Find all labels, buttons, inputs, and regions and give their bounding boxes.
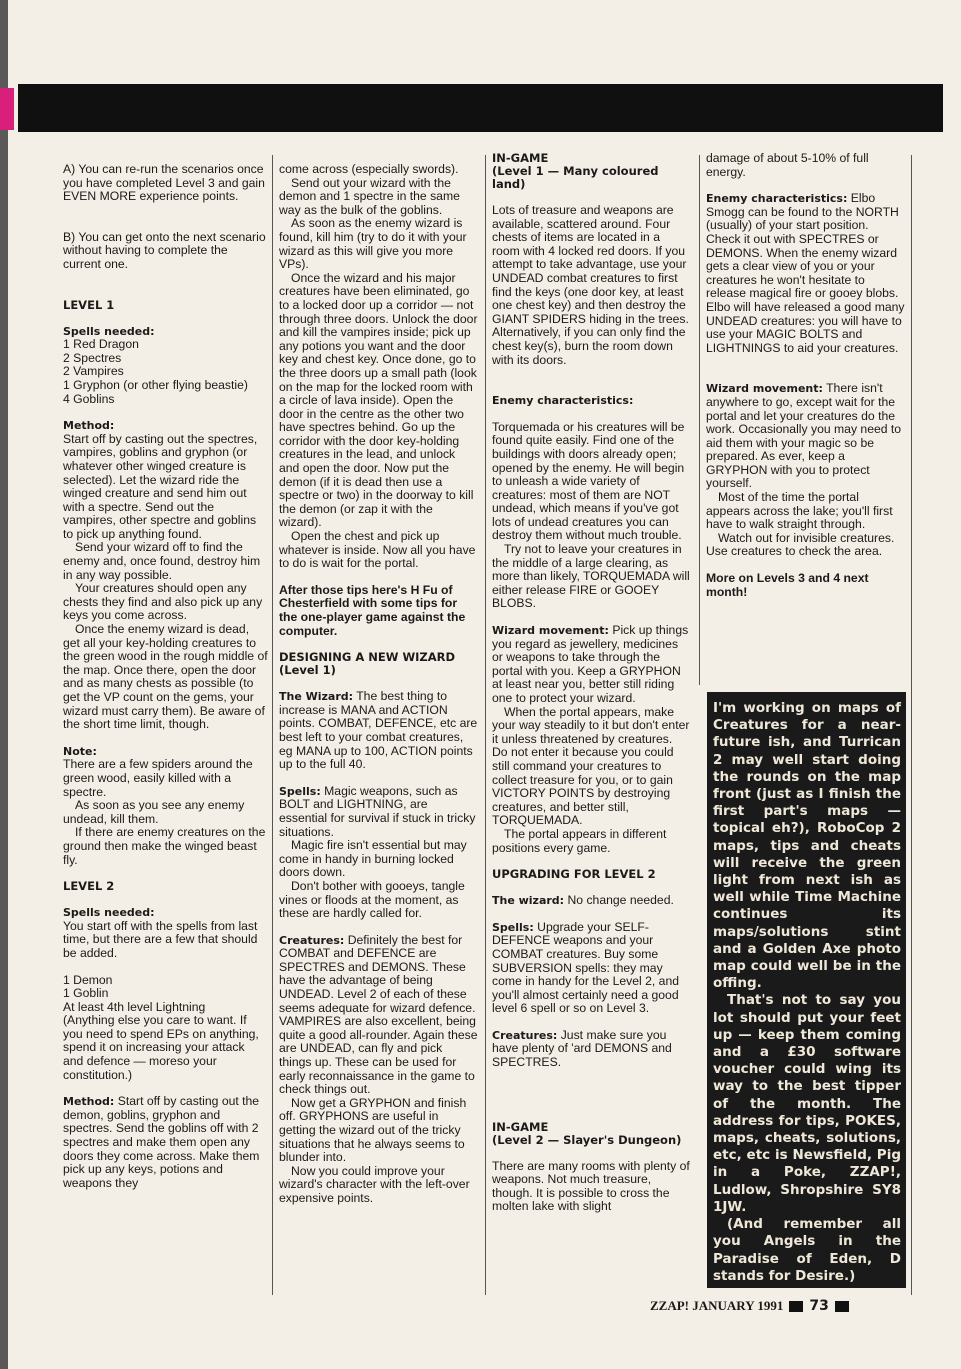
column-rule bbox=[485, 155, 486, 1295]
enemy-text: Elbo Smogg can be found to the NORTH (usually) of your start position. Check it out with SPECTRES or DEMONS. When the enemy wizard gets a clear view of you or your creatures he won't hesitate to release magical fire or gooey blobs. Elbo will have released a good many UNDEAD creatures: you will have to use your MAGIC BOLTS and LIGHTNINGS to aid your creatures. bbox=[706, 191, 905, 355]
paragraph: damage of about 5-10% of full energy. bbox=[706, 151, 869, 179]
method-paragraph: Send your wizard off to find the enemy and, once found, destroy him in any way possible. bbox=[63, 540, 261, 582]
movement-label: Wizard movement: bbox=[706, 382, 823, 396]
note-paragraph: If there are enemy creatures on the ground then make the winged beast fly. bbox=[63, 825, 266, 867]
spells-paragraph: Don't bother with gooeys, tangle vines or floods at the moment, as these are hardly called for. bbox=[279, 878, 465, 921]
masthead: ZZAP! JANUARY 1991 bbox=[650, 1298, 784, 1313]
column-rule bbox=[272, 155, 273, 1295]
spells-text: Upgrade your SELF-DEFENCE weapons and your COMBAT creatures. Buy some SUBVERSION spells: they may come in handy for the Level 2, and you'll almost certainly need a good level 6 spell or so on Level 3. bbox=[492, 919, 679, 1016]
column-1 bbox=[63, 163, 268, 1190]
level1-spells bbox=[63, 325, 268, 407]
upgrade-heading: UPGRADING FOR LEVEL 2 bbox=[492, 867, 656, 882]
upgrade-creatures bbox=[492, 1029, 691, 1070]
page-number: 73 bbox=[809, 1298, 829, 1314]
note-paragraph: There are a few spiders around the green wood, easily killed with a spectre. bbox=[63, 757, 253, 799]
method-paragraph: Your creatures should open any chests they find and also pick up any keys you come across. bbox=[63, 581, 263, 623]
level2-heading: LEVEL 2 bbox=[63, 879, 115, 894]
square-bullet-icon bbox=[835, 1301, 849, 1312]
enemy-paragraph: Try not to leave your creatures in the middle of a large clearing, as more than likely, TORQUEMADA will either release FIRE or GOOEY BLOBS. bbox=[492, 542, 690, 611]
creatures-label: Creatures: bbox=[279, 933, 345, 947]
level1-method bbox=[63, 419, 268, 732]
spell-item: 2 Spectres bbox=[63, 350, 122, 365]
paragraph: come across (especially swords). bbox=[279, 162, 459, 176]
method-label: Method: bbox=[63, 419, 115, 433]
level2-spells bbox=[63, 906, 268, 1082]
movement-paragraph: Watch out for invisible creatures. Use creatures to check the area. bbox=[706, 530, 895, 559]
creatures-paragraph: Now you could improve your wizard's character with the left-over expensive points. bbox=[279, 1163, 470, 1205]
ingame1-text: Lots of treasure and weapons are available, scattered around. Four chests of items are located in a room with 4 locked red doors. If you attempt to take advantage, use your UNDEAD combat creatures to first find the keys (one door key, at least one chest key) and then destroy the GIANT SPIDERS hiding in the trees. Alternatively, if you can only find the chest key(s), burn the room down with its doors. bbox=[492, 203, 689, 367]
spell-item: 1 Gryphon (or other flying beastie) bbox=[63, 377, 248, 392]
wizard-section bbox=[279, 690, 478, 772]
spells-label: Spells needed: bbox=[63, 324, 155, 338]
square-bullet-icon bbox=[789, 1301, 803, 1312]
movement-section bbox=[492, 624, 691, 855]
enemy-label: Enemy characteristics: bbox=[706, 192, 848, 206]
spells-label: Spells: bbox=[492, 920, 534, 934]
movement-text: There isn't anywhere to go, except wait for the portal and let your creatures do the work. Occasionally you may need to aid them with your magic so be prepared. As ever, keep a GRYPHON with you to protect yourself. bbox=[706, 381, 902, 491]
ingame2-title: IN-GAME bbox=[492, 1119, 549, 1134]
tips-intro: After those tips here's H Fu of Chesterfield with some tips for the one-player game against the computer. bbox=[279, 582, 466, 638]
note-paragraph: As soon as you see any enemy undead, kill them. bbox=[63, 798, 245, 826]
ingame1-subtitle: (Level 1 — Many coloured land) bbox=[492, 164, 659, 191]
spell-item: 1 Demon bbox=[63, 972, 113, 987]
method-label: Method: bbox=[63, 1095, 115, 1109]
level1-heading: LEVEL 1 bbox=[63, 297, 115, 312]
column-3 bbox=[492, 152, 691, 1214]
section-tab bbox=[0, 88, 14, 130]
wizard-text: No change needed. bbox=[567, 893, 674, 908]
wizard-label: The wizard: bbox=[492, 894, 565, 908]
page-footer bbox=[650, 1298, 940, 1314]
column-rule bbox=[699, 155, 700, 685]
movement-paragraph: When the portal appears, make your way steadily to it but don't enter it unless threatened by creatures. Do not enter it because you could still command your creatures to collect treasure for you, or to gain VICTORY POINTS by destroying creatures, and better still, TORQUEMADA. bbox=[492, 704, 690, 828]
spells-section bbox=[279, 785, 478, 921]
movement-paragraph: The portal appears in different positions every game. bbox=[492, 826, 667, 855]
ingame1-title: IN-GAME bbox=[492, 151, 549, 165]
spell-item: 2 Vampires bbox=[63, 364, 124, 379]
intro-a: A) You can re-run the scenarios once you have completed Level 3 and gain EVEN MORE experience points. bbox=[63, 162, 265, 204]
level1-note bbox=[63, 745, 268, 867]
spell-item: 1 Goblin bbox=[63, 986, 109, 1001]
creatures-label: Creatures: bbox=[492, 1028, 558, 1042]
level2-method bbox=[63, 1095, 268, 1190]
enemy-paragraph: Torquemada or his creatures will be found quite easily. Find one of the buildings with doors already open; opened by the enemy. He will begin to unleash a wide variety of creatures: most of them are NOT undead, which means if you've got lots of undead creatures you can destroy them without much trouble. bbox=[492, 419, 685, 543]
enemy-section bbox=[492, 421, 691, 611]
boxout-paragraph: I'm working on maps of Creatures for a near-future ish, and Turrican 2 may well start doing the rounds on the map front (just as I finish the first part's maps — topical eh?), RoboCop 2 maps, tips and cheats will receive the green light from next ish as well while Time Machine continues its maps/solutions stint and a Golden Axe photo map could well be in the offing. bbox=[713, 700, 901, 992]
paragraph: Send out your wizard with the demon and 1 spectre in the same way as the bulk of the goblins. bbox=[279, 175, 460, 217]
design-title: DESIGNING A NEW WIZARD bbox=[279, 650, 456, 665]
editor-boxout bbox=[707, 692, 906, 1288]
column-2 bbox=[279, 163, 478, 1206]
enemy-label: Enemy characteristics: bbox=[492, 394, 634, 408]
creatures-text: Definitely the best for COMBAT and DEFENCE are SPECTRES and DEMONS. These have the advantage of being UNDEAD. Level 2 of each of these seems adequate for wizard defence. VAMPIRES are also excellent, being quite a good all-rounder. Again these are UNDEAD, can fly and pick things up. These can be used for early reconnaissance in the game to check things out. bbox=[279, 932, 478, 1097]
design-subtitle: (Level 1) bbox=[279, 663, 336, 678]
upgrade-spells bbox=[492, 921, 691, 1016]
wizard-text: The best thing to increase is MANA and ACTION points. COMBAT, DEFENCE, etc are best left to your combat creatures, eg MANA up to 100, ACTION points up to the full 40. bbox=[279, 689, 478, 772]
spells-text: Magic weapons, such as BOLT and LIGHTNING, are essential for survival if stuck in tricky situations. bbox=[279, 783, 476, 839]
column-rule bbox=[911, 155, 912, 1295]
method-paragraph: Start off by casting out the spectres, vampires, goblins and gryphon (or whatever other winged creature is selected). Let the wizard ride the winged creature and send him out with a spectre. Send out the vampires, other spectre and goblins to pick up anything found. bbox=[63, 431, 258, 541]
spells-paragraph: Magic fire isn't essential but may come in handy in burning locked doors down. bbox=[279, 838, 467, 880]
note-label: Note: bbox=[63, 744, 97, 758]
intro-b: B) You can get onto the next scenario without having to complete the current one. bbox=[63, 229, 266, 271]
spells-label: Spells: bbox=[279, 784, 321, 798]
enemy-section bbox=[706, 192, 906, 355]
spell-item: 1 Red Dragon bbox=[63, 337, 139, 352]
movement-label: Wizard movement: bbox=[492, 624, 609, 638]
spell-item: At least 4th level Lightning bbox=[63, 999, 206, 1014]
more-next-month: More on Levels 3 and 4 next month! bbox=[706, 571, 869, 599]
movement-section bbox=[706, 382, 906, 559]
paragraph: Once the wizard and his major creatures have been eliminated, go to a locked door up a corridor — not through three doors. Unlock the door and kill the vampires inside; pick up any potions you want and the door key and chest key. Once done, go to the three doors up a small path (look on the map for the locked room with a circle of lava inside). Open the door in the centre as the other two have spectres behind. Go up the corridor with the door key-holding creatures in the lead, and unlock and open the door. Now put the demon (if it is dead then use a spectre or two) in the doorway to kill the demon (or zap it with the wizard). bbox=[279, 270, 478, 530]
paragraph: As soon as the enemy wizard is found, kill him (try to do it with your wizard as this will give you more VPs). bbox=[279, 216, 467, 272]
spells-paragraph: You start off with the spells from last time, but there are a few that should be added. bbox=[63, 918, 258, 960]
header-banner bbox=[18, 84, 943, 132]
spell-item: 4 Goblins bbox=[63, 391, 115, 406]
creatures-paragraph: Now get a GRYPHON and finish off. GRYPHONS are useful in getting the wizard out of the tricky situations that he always seems to blunder into. bbox=[279, 1095, 467, 1165]
ingame2-text: There are many rooms with plenty of weapons. Not much treasure, though. It is possible to cross the molten lake with slight bbox=[492, 1158, 690, 1214]
boxout-paragraph: That's not to say you lot should put your feet up — keep them coming and a £30 software voucher could wing its way to the best tipper of the month. The address for tips, POKES, maps, cheats, solutions, etc, etc is Newsfield, Pig in a Poke, ZZAP!, Ludlow, Shropshire SY8 1JW. bbox=[713, 992, 901, 1215]
movement-paragraph: Most of the time the portal appears across the lake; you'll first have to walk straight through. bbox=[706, 490, 893, 532]
ingame2-heading bbox=[492, 1121, 691, 1147]
creatures-text: Just make sure you have plenty of 'ard DEMONS and SPECTRES. bbox=[492, 1027, 672, 1070]
design-heading bbox=[279, 651, 478, 677]
spells-label: Spells needed: bbox=[63, 906, 155, 920]
creatures-section bbox=[279, 934, 478, 1206]
method-paragraph: Once the enemy wizard is dead, get all your key-holding creatures to the green wood in the rough middle of the map. Once there, open the door and as many chests as possible (to get the VP count on the gems, your wizard must carry them). Be aware of the short time limit, though. bbox=[63, 622, 268, 732]
wizard-label: The Wizard: bbox=[279, 690, 354, 704]
binding-edge bbox=[0, 0, 8, 1369]
column-4 bbox=[706, 152, 906, 612]
movement-text: Pick up things you regard as jewellery, medicines or weapons to take through the portal with you. Keep a GRYPHON at least near you, better still riding one to protect your wizard. bbox=[492, 623, 689, 705]
paragraph: Open the chest and pick up whatever is inside. Now all you have to do is wait for the portal. bbox=[279, 529, 476, 571]
method-paragraph: Start off by casting out the demon, goblins, gryphon and spectres. Send the goblins off with 2 spectres and make them open any doors they come across. Make them pick up any keys, potions and weapons they bbox=[63, 1094, 260, 1190]
boxout-paragraph: (And remember all you Angels in the Paradise of Eden, D stands for Desire.) bbox=[713, 1216, 901, 1284]
spells-note: (Anything else you care to want. If you need to spend EPs on anything, spend it on increasing your attack and defence — moreso your constitution.) bbox=[63, 1013, 259, 1082]
ingame2-subtitle: (Level 2 — Slayer's Dungeon) bbox=[492, 1132, 682, 1147]
upgrade-wizard bbox=[492, 894, 691, 908]
ingame1-heading bbox=[492, 152, 691, 191]
